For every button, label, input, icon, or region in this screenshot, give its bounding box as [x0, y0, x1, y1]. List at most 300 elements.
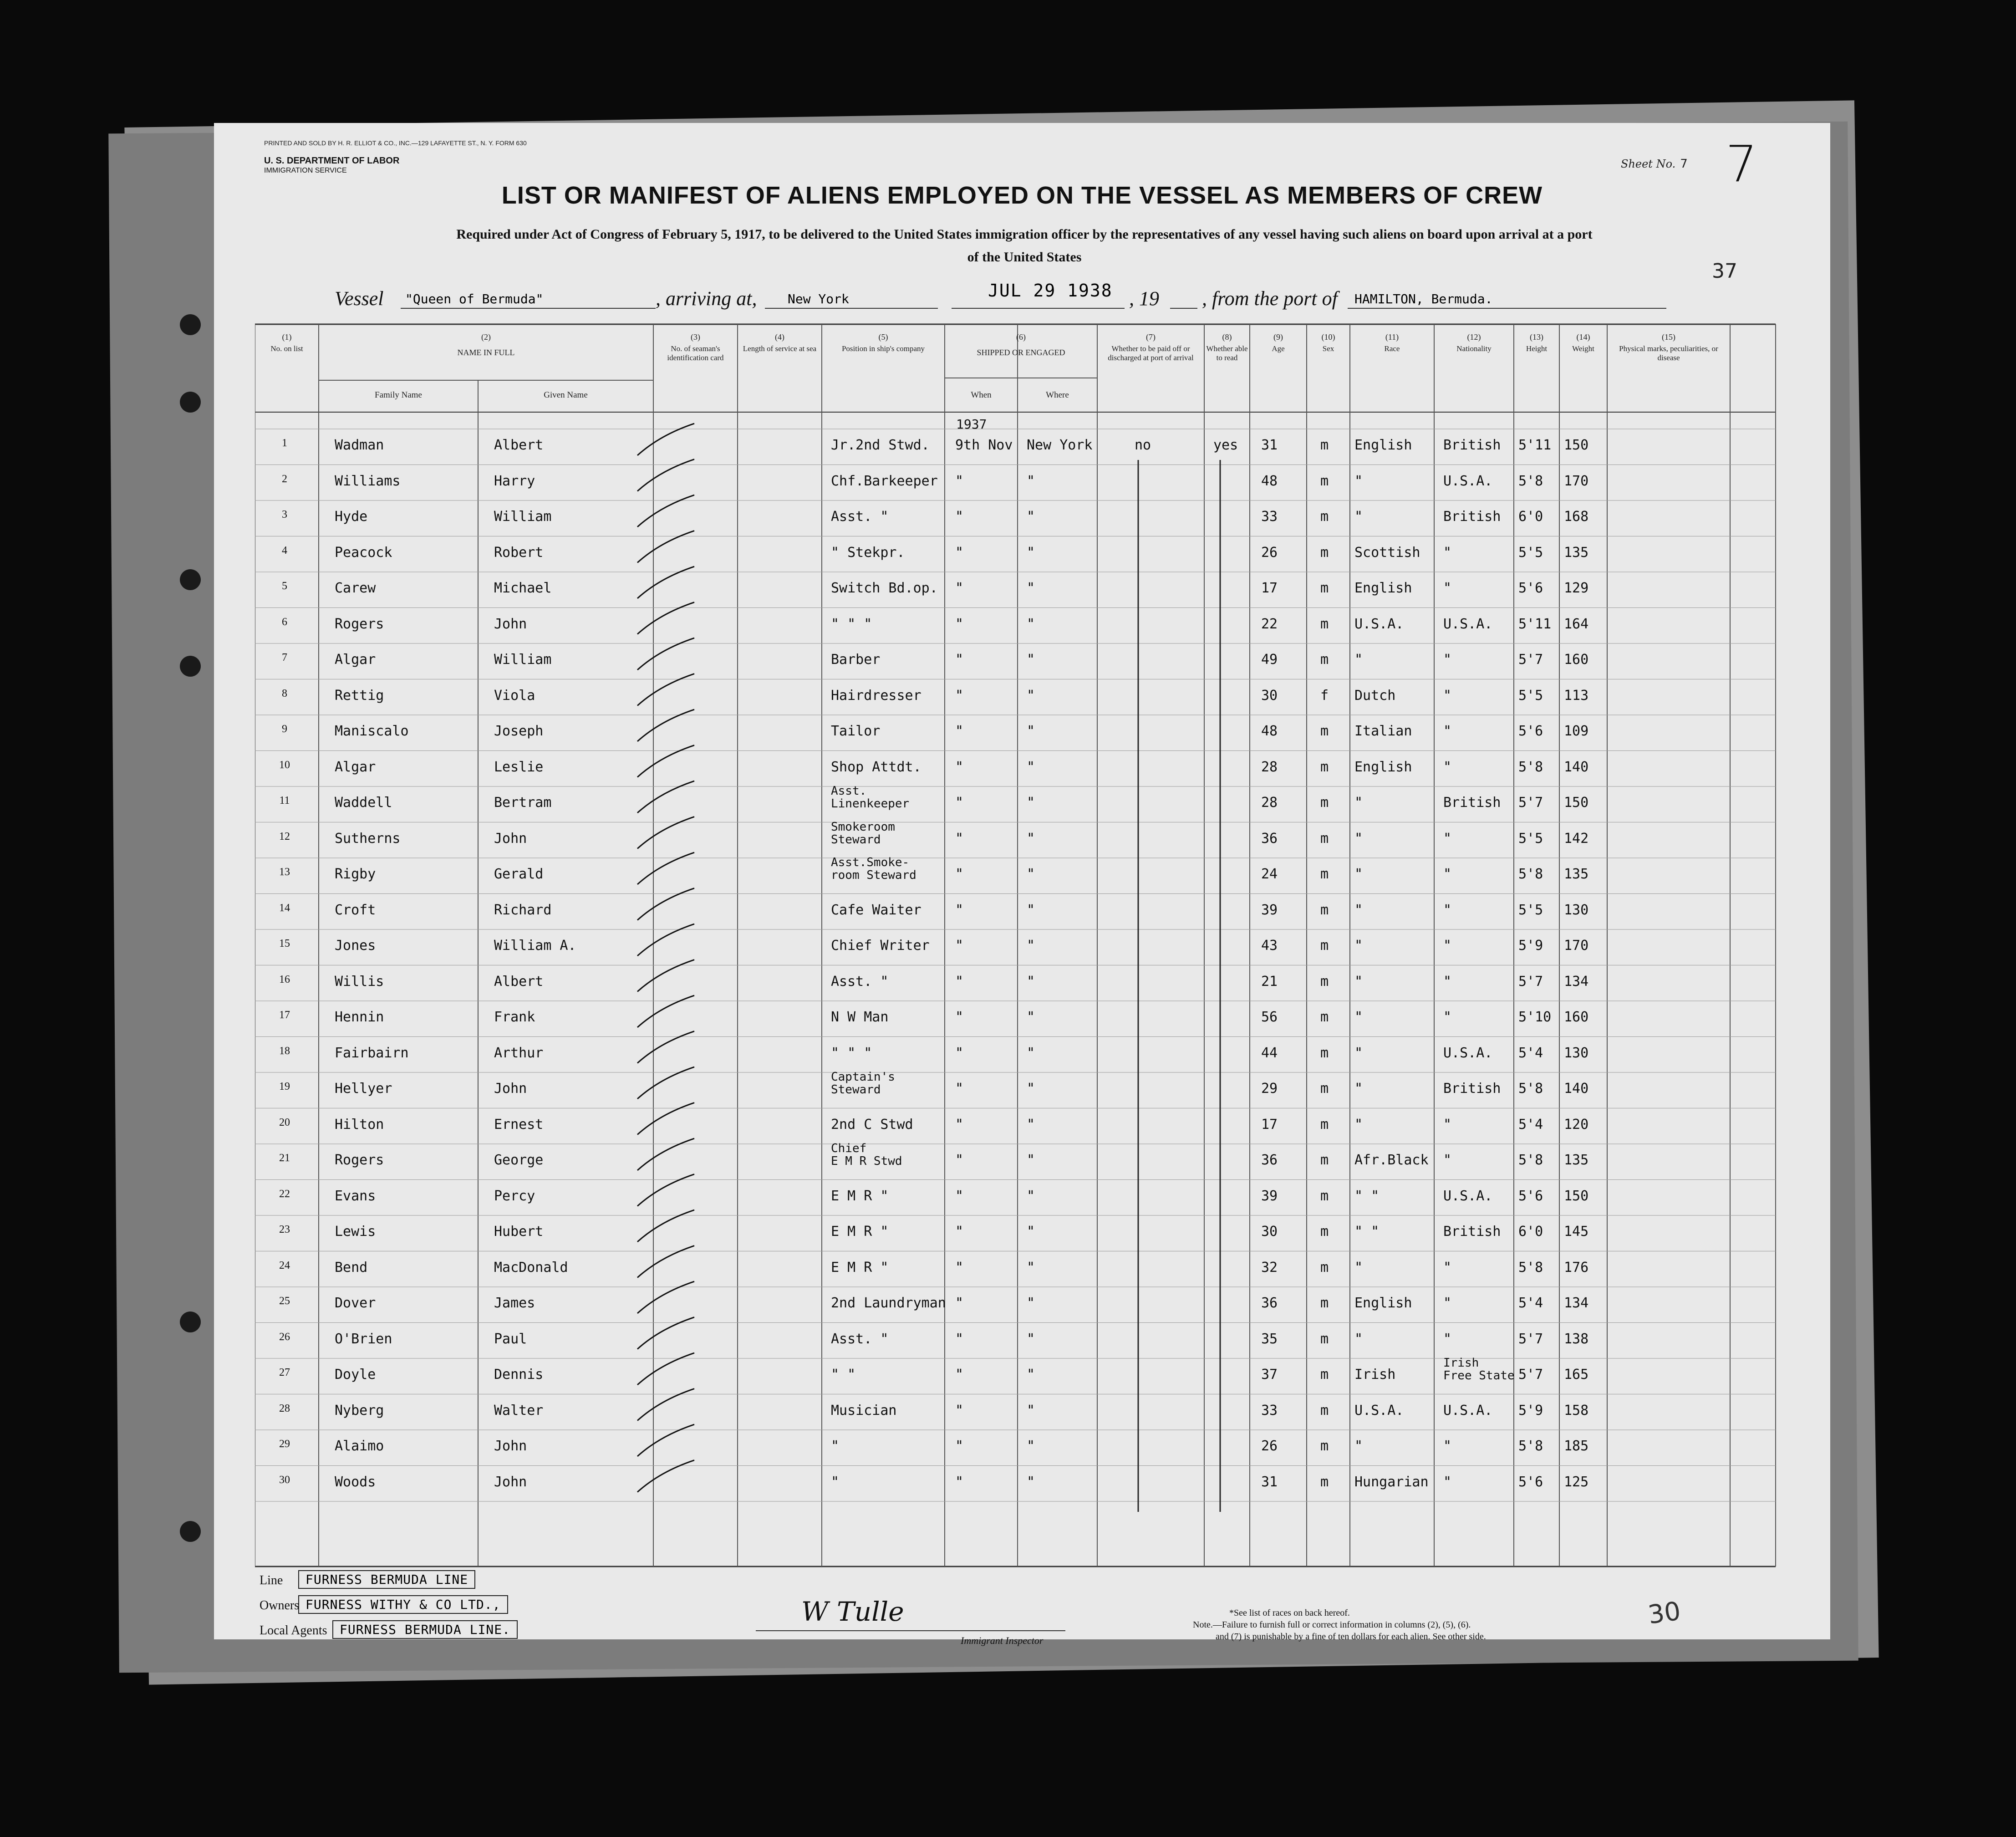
column-label: Physical marks, peculiarities, or disease — [1619, 344, 1718, 362]
cell-shipped-when: " — [955, 616, 964, 632]
cell-height: 5'8 — [1518, 866, 1543, 882]
service-name: IMMIGRATION SERVICE — [264, 167, 347, 174]
cell-row-number: 22 — [279, 1188, 290, 1200]
column-number: (11) — [1385, 332, 1399, 342]
cell-age: 36 — [1261, 1152, 1278, 1168]
cell-race: English — [1354, 437, 1412, 453]
checkmark — [637, 924, 694, 956]
cell-weight: 165 — [1564, 1367, 1589, 1383]
cell-given-name: Paul — [494, 1331, 527, 1347]
cell-row-number: 13 — [279, 866, 290, 878]
column-header-13 — [1514, 332, 1559, 353]
cell-age: 39 — [1261, 902, 1278, 918]
cell-race: " — [1354, 509, 1363, 525]
column-number: (12) — [1467, 332, 1481, 342]
cell-given-name: Albert — [494, 973, 544, 990]
cell-shipped-when: " — [955, 759, 964, 775]
cell-shipped-where: " — [1027, 723, 1035, 739]
cell-position: Smokeroom Steward — [831, 820, 895, 847]
checkmark — [637, 674, 694, 706]
checkmark — [637, 1353, 694, 1385]
agents-value: FURNESS BERMUDA LINE. — [332, 1620, 518, 1639]
cell-position: Switch Bd.op. — [831, 580, 938, 596]
cell-age: 32 — [1261, 1259, 1278, 1276]
cell-row-number: 20 — [279, 1116, 290, 1128]
department-heading — [264, 156, 399, 176]
page-mark-handwritten: 30 — [1646, 1596, 1683, 1630]
checkmark — [637, 1210, 694, 1242]
subheader-where: Where — [1046, 390, 1069, 400]
column-number: (9) — [1273, 332, 1283, 342]
cell-given-name: Ernest — [494, 1116, 544, 1133]
cell-position: N W Man — [831, 1009, 889, 1025]
checkmark — [637, 459, 694, 491]
cell-weight: 135 — [1564, 866, 1589, 882]
checkmark — [637, 1103, 694, 1135]
cell-height: 5'8 — [1518, 759, 1543, 775]
cell-family-name: Croft — [335, 902, 376, 918]
cell-sex: m — [1320, 938, 1329, 954]
cell-weight: 142 — [1564, 830, 1589, 847]
checkmark — [637, 1424, 694, 1456]
checkmark — [637, 566, 694, 598]
checkmark — [637, 709, 694, 741]
cell-row-number: 8 — [282, 687, 287, 699]
cell-age: 28 — [1261, 795, 1278, 811]
cell-height: 5'6 — [1518, 1188, 1543, 1204]
vessel-name: "Queen of Bermuda" — [405, 291, 544, 306]
cell-position: Shop Attdt. — [831, 759, 921, 775]
checkmark — [637, 995, 694, 1027]
column-header-10 — [1307, 332, 1350, 353]
cell-family-name: Evans — [335, 1188, 376, 1204]
cell-age: 48 — [1261, 723, 1278, 739]
cell-shipped-where: " — [1027, 830, 1035, 847]
checkmark — [637, 888, 694, 920]
cell-nationality: " — [1443, 1438, 1452, 1454]
cell-shipped-when: " — [955, 544, 964, 561]
cell-shipped-when: " — [955, 1438, 964, 1454]
cell-family-name: Rettig — [335, 687, 384, 704]
cell-nationality: " — [1443, 544, 1452, 561]
cell-race: " — [1354, 1081, 1363, 1097]
column-label: No. of seaman's identification card — [667, 344, 724, 362]
cell-shipped-when: " — [955, 830, 964, 847]
cell-race: " — [1354, 973, 1363, 990]
column-label: NAME IN FULL — [457, 348, 515, 357]
arriving-port: New York — [788, 291, 849, 306]
checkmark — [637, 745, 694, 777]
cell-sex: m — [1320, 473, 1329, 489]
cell-shipped-where: " — [1027, 1259, 1035, 1276]
year-note: 1937 — [956, 417, 987, 432]
cell-given-name: Percy — [494, 1188, 535, 1204]
cell-position: Chief E M R Stwd — [831, 1142, 902, 1168]
cell-race: " — [1354, 866, 1363, 882]
cell-sex: m — [1320, 616, 1329, 632]
cell-race: " — [1354, 1045, 1363, 1061]
cell-height: 5'4 — [1518, 1295, 1543, 1311]
cell-weight: 170 — [1564, 938, 1589, 954]
cell-row-number: 9 — [282, 723, 287, 735]
cell-height: 5'5 — [1518, 830, 1543, 847]
cell-weight: 130 — [1564, 902, 1589, 918]
cell-position: Hairdresser — [831, 687, 921, 704]
cell-age: 29 — [1261, 1081, 1278, 1097]
cell-row-number: 17 — [279, 1009, 290, 1021]
cell-height: 5'8 — [1518, 473, 1543, 489]
cell-given-name: John — [494, 1438, 527, 1454]
cell-shipped-where: " — [1027, 1474, 1035, 1490]
cell-sex: m — [1320, 1438, 1329, 1454]
cell-shipped-where: " — [1027, 759, 1035, 775]
cell-family-name: Waddell — [335, 795, 392, 811]
cell-shipped-where: " — [1027, 973, 1035, 990]
cell-race: " — [1354, 1009, 1363, 1025]
cell-height: 5'4 — [1518, 1116, 1543, 1133]
checkmark — [637, 638, 694, 670]
cell-shipped-when: " — [955, 866, 964, 882]
line-value: FURNESS BERMUDA LINE — [298, 1570, 475, 1589]
cell-nationality: U.S.A. — [1443, 1188, 1493, 1204]
cell-sex: m — [1320, 1331, 1329, 1347]
cell-position: Asst. " — [831, 509, 889, 525]
cell-age: 36 — [1261, 830, 1278, 847]
cell-sex: m — [1320, 1152, 1329, 1168]
cell-row-number: 25 — [279, 1295, 290, 1307]
from-port: HAMILTON, Bermuda. — [1354, 291, 1493, 306]
cell-sex: m — [1320, 830, 1329, 847]
cell-shipped-when: " — [955, 1045, 964, 1061]
cell-nationality: " — [1443, 652, 1452, 668]
column-header-11 — [1350, 332, 1434, 353]
cell-height: 5'7 — [1518, 973, 1543, 990]
cell-shipped-where: " — [1027, 938, 1035, 954]
cell-row-number: 15 — [279, 938, 290, 949]
cell-sex: m — [1320, 723, 1329, 739]
column-header-7 — [1097, 332, 1204, 362]
cell-age: 56 — [1261, 1009, 1278, 1025]
cell-race: U.S.A. — [1354, 1402, 1404, 1419]
checkmark — [637, 1174, 694, 1206]
cell-shipped-when: " — [955, 902, 964, 918]
cell-shipped-when: " — [955, 1116, 964, 1133]
cell-family-name: Wadman — [335, 437, 384, 453]
column-header-8 — [1204, 332, 1250, 362]
cell-weight: 134 — [1564, 1295, 1589, 1311]
column-header-1 — [255, 332, 319, 353]
cell-nationality: " — [1443, 580, 1452, 596]
column-label: Length of service at sea — [743, 344, 817, 353]
cell-weight: 109 — [1564, 723, 1589, 739]
cell-family-name: Algar — [335, 759, 376, 775]
side-number: 37 — [1712, 260, 1737, 283]
cell-sex: m — [1320, 1224, 1329, 1240]
column-number: (3) — [691, 332, 700, 342]
cell-given-name: Viola — [494, 687, 535, 704]
cell-family-name: O'Brien — [335, 1331, 392, 1347]
cell-height: 5'11 — [1518, 437, 1552, 453]
cell-row-number: 19 — [279, 1081, 290, 1092]
cell-row-number: 21 — [279, 1152, 290, 1164]
cell-height: 5'7 — [1518, 1367, 1543, 1383]
cell-row-number: 26 — [279, 1331, 290, 1343]
cell-given-name: Arthur — [494, 1045, 544, 1061]
cell-age: 48 — [1261, 473, 1278, 489]
cell-family-name: Fairbairn — [335, 1045, 409, 1061]
cell-sex: m — [1320, 973, 1329, 990]
cell-family-name: Algar — [335, 652, 376, 668]
cell-race: " " — [1354, 1224, 1380, 1240]
cell-given-name: Bertram — [494, 795, 552, 811]
cell-height: 5'8 — [1518, 1081, 1543, 1097]
cell-row-number: 30 — [279, 1474, 290, 1486]
cell-age: 26 — [1261, 544, 1278, 561]
cell-race: " — [1354, 1438, 1363, 1454]
checkmark — [637, 531, 694, 563]
cell-shipped-where: " — [1027, 616, 1035, 632]
cell-race: Afr.Black — [1354, 1152, 1429, 1168]
cell-given-name: MacDonald — [494, 1259, 568, 1276]
vessel-label: Vessel — [335, 287, 384, 310]
cell-given-name: Leslie — [494, 759, 544, 775]
cell-row-number: 24 — [279, 1259, 290, 1271]
cell-height: 5'7 — [1518, 652, 1543, 668]
cell-nationality: " — [1443, 687, 1452, 704]
cell-age: 35 — [1261, 1331, 1278, 1347]
column-number: (8) — [1222, 332, 1232, 342]
cell-age: 33 — [1261, 1402, 1278, 1419]
cell-position: Asst. " — [831, 973, 889, 990]
cell-height: 5'6 — [1518, 580, 1543, 596]
cell-shipped-when: " — [955, 1188, 964, 1204]
cell-shipped-when: " — [955, 723, 964, 739]
cell-position: " " " — [831, 616, 872, 632]
cell-race: English — [1354, 580, 1412, 596]
cell-family-name: Woods — [335, 1474, 376, 1490]
cell-shipped-where: " — [1027, 473, 1035, 489]
cell-shipped-when: " — [955, 795, 964, 811]
printer-credit: PRINTED AND SOLD BY H. R. ELLIOT & CO., INC.—129 LAFAYETTE ST., N. Y. FORM 630 — [264, 139, 527, 147]
column-label: Nationality — [1456, 344, 1492, 353]
cell-age: 36 — [1261, 1295, 1278, 1311]
subheader-family-name: Family Name — [375, 390, 422, 400]
cell-nationality: British — [1443, 1081, 1501, 1097]
cell-sex: m — [1320, 795, 1329, 811]
cell-nationality: British — [1443, 795, 1501, 811]
cell-shipped-where: " — [1027, 544, 1035, 561]
cell-sex: m — [1320, 1045, 1329, 1061]
cell-shipped-where: " — [1027, 1367, 1035, 1383]
cell-nationality: " — [1443, 1474, 1452, 1490]
cell-shipped-when: " — [955, 687, 964, 704]
cell-sex: m — [1320, 437, 1329, 453]
cell-height: 5'7 — [1518, 1331, 1543, 1347]
cell-race: Italian — [1354, 723, 1412, 739]
cell-shipped-where: " — [1027, 687, 1035, 704]
cell-position: " Stekpr. — [831, 544, 905, 561]
cell-position: " — [831, 1474, 840, 1490]
cell-family-name: Hellyer — [335, 1081, 392, 1097]
manifest-grid — [255, 319, 1780, 1571]
cell-shipped-when: " — [955, 1259, 964, 1276]
cell-sex: m — [1320, 544, 1329, 561]
cell-nationality: Irish Free State — [1443, 1356, 1515, 1383]
requirement-text: Required under Act of Congress of February 5, 1917, to be delivered to the United States immigration officer by the representatives of any vessel having such aliens on board upon arrival at a port of the United States — [456, 227, 1593, 265]
cell-sex: m — [1320, 1474, 1329, 1490]
cell-shipped-when: " — [955, 938, 964, 954]
form-title: LIST OR MANIFEST OF ALIENS EMPLOYED ON THE VESSEL AS MEMBERS OF CREW — [501, 182, 1543, 209]
cell-family-name: Williams — [335, 473, 401, 489]
column-header-14 — [1559, 332, 1607, 353]
cell-family-name: Bend — [335, 1259, 368, 1276]
cell-weight: 150 — [1564, 1188, 1589, 1204]
cell-sex: m — [1320, 902, 1329, 918]
column-number: (5) — [878, 332, 888, 342]
cell-nationality: " — [1443, 1116, 1452, 1133]
cell-given-name: John — [494, 1474, 527, 1490]
cell-sex: m — [1320, 1367, 1329, 1383]
cell-shipped-when: " — [955, 1152, 964, 1168]
cell-nationality: " — [1443, 723, 1452, 739]
cell-given-name: John — [494, 616, 527, 632]
cell-age: 49 — [1261, 652, 1278, 668]
cell-shipped-where: " — [1027, 580, 1035, 596]
cell-height: 5'5 — [1518, 902, 1543, 918]
cell-family-name: Hennin — [335, 1009, 384, 1025]
cell-weight: 160 — [1564, 1009, 1589, 1025]
cell-nationality: " — [1443, 1295, 1452, 1311]
cell-sex: m — [1320, 1402, 1329, 1419]
cell-family-name: Sutherns — [335, 830, 401, 847]
cell-nationality: British — [1443, 1224, 1501, 1240]
cell-age: 21 — [1261, 973, 1278, 990]
column-label: Sex — [1322, 344, 1334, 353]
cell-weight: 168 — [1564, 509, 1589, 525]
cell-sex: m — [1320, 1116, 1329, 1133]
cell-position: " — [831, 1438, 840, 1454]
cell-shipped-when: " — [955, 1402, 964, 1419]
cell-nationality: " — [1443, 830, 1452, 847]
cell-height: 5'11 — [1518, 616, 1552, 632]
column-label: Height — [1526, 344, 1548, 353]
inspector-label: Immigrant Inspector — [961, 1635, 1044, 1646]
cell-sex: m — [1320, 652, 1329, 668]
cell-family-name: Rigby — [335, 866, 376, 882]
cell-weight: 129 — [1564, 580, 1589, 596]
cell-weight: 185 — [1564, 1438, 1589, 1454]
cell-family-name: Nyberg — [335, 1402, 384, 1419]
cell-weight: 134 — [1564, 973, 1589, 990]
cell-given-name: Hubert — [494, 1224, 544, 1240]
footnote-penalty-2: and (7) is punishable by a fine of ten dollars for each alien. See other side. — [1216, 1632, 1486, 1642]
owners-label: Owners — [260, 1598, 300, 1612]
cell-race: " — [1354, 830, 1363, 847]
cell-age: 17 — [1261, 580, 1278, 596]
cell-sex: m — [1320, 1188, 1329, 1204]
cell-shipped-where: " — [1027, 1438, 1035, 1454]
cell-nationality: " — [1443, 759, 1452, 775]
footnote-races: *See list of races on back hereof. — [1229, 1608, 1350, 1618]
cell-age: 17 — [1261, 1116, 1278, 1133]
cell-race: " — [1354, 1331, 1363, 1347]
cell-shipped-where: " — [1027, 652, 1035, 668]
cell-weight: 158 — [1564, 1402, 1589, 1419]
cell-shipped-where: " — [1027, 866, 1035, 882]
cell-age: 44 — [1261, 1045, 1278, 1061]
cell-race: " — [1354, 473, 1363, 489]
cell-given-name: John — [494, 1081, 527, 1097]
column-header-9 — [1250, 332, 1307, 353]
cell-shipped-where: " — [1027, 1081, 1035, 1097]
cell-paid-off: no — [1135, 437, 1151, 453]
line-label: Line — [260, 1573, 283, 1587]
checkmark — [637, 817, 694, 849]
checkmark — [637, 495, 694, 527]
cell-nationality: " — [1443, 1259, 1452, 1276]
cell-nationality: " — [1443, 1009, 1452, 1025]
cell-position: Asst. " — [831, 1331, 889, 1347]
cell-row-number: 23 — [279, 1224, 290, 1235]
column-label: Weight — [1572, 344, 1594, 353]
cell-family-name: Carew — [335, 580, 376, 596]
cell-sex: m — [1320, 580, 1329, 596]
cell-row-number: 4 — [282, 544, 287, 556]
cell-given-name: John — [494, 830, 527, 847]
cell-nationality: " — [1443, 902, 1452, 918]
cell-shipped-when: " — [955, 1331, 964, 1347]
subheader-when: When — [971, 390, 992, 400]
checkmark — [637, 852, 694, 884]
column-number: (2) — [481, 332, 491, 342]
cell-shipped-where: " — [1027, 1045, 1035, 1061]
cell-shipped-where: " — [1027, 1188, 1035, 1204]
cell-height: 5'5 — [1518, 544, 1543, 561]
column-label: No. on list — [270, 344, 303, 353]
column-number: (15) — [1662, 332, 1675, 342]
checkmark — [637, 960, 694, 992]
cell-race: " — [1354, 652, 1363, 668]
cell-shipped-where: " — [1027, 795, 1035, 811]
cell-shipped-where: " — [1027, 902, 1035, 918]
column-header-5 — [822, 332, 945, 353]
cell-weight: 145 — [1564, 1224, 1589, 1240]
sheet-number-handwritten: 7 — [1726, 135, 1757, 193]
cell-row-number: 6 — [282, 616, 287, 628]
cell-family-name: Alaimo — [335, 1438, 384, 1454]
cell-shipped-when: " — [955, 580, 964, 596]
cell-shipped-when: " — [955, 1009, 964, 1025]
checkmark — [637, 424, 694, 455]
column-number: (6) — [1016, 332, 1026, 342]
cell-given-name: Gerald — [494, 866, 544, 882]
column-label: Race — [1384, 344, 1400, 353]
year-label: , 19 — [1129, 287, 1159, 310]
cell-position: Asst.Smoke- room Steward — [831, 856, 916, 882]
column-number: (1) — [282, 332, 292, 342]
checkmark — [637, 1281, 694, 1313]
cell-race: Scottish — [1354, 544, 1420, 561]
column-header-6 — [945, 332, 1097, 357]
column-number: (10) — [1321, 332, 1335, 342]
cell-nationality: British — [1443, 509, 1501, 525]
cell-height: 6'0 — [1518, 1224, 1543, 1240]
cell-position: Jr.2nd Stwd. — [831, 437, 930, 453]
checkmark — [637, 1067, 694, 1099]
cell-family-name: Peacock — [335, 544, 392, 561]
cell-shipped-where: " — [1027, 1152, 1035, 1168]
cell-position: Tailor — [831, 723, 881, 739]
